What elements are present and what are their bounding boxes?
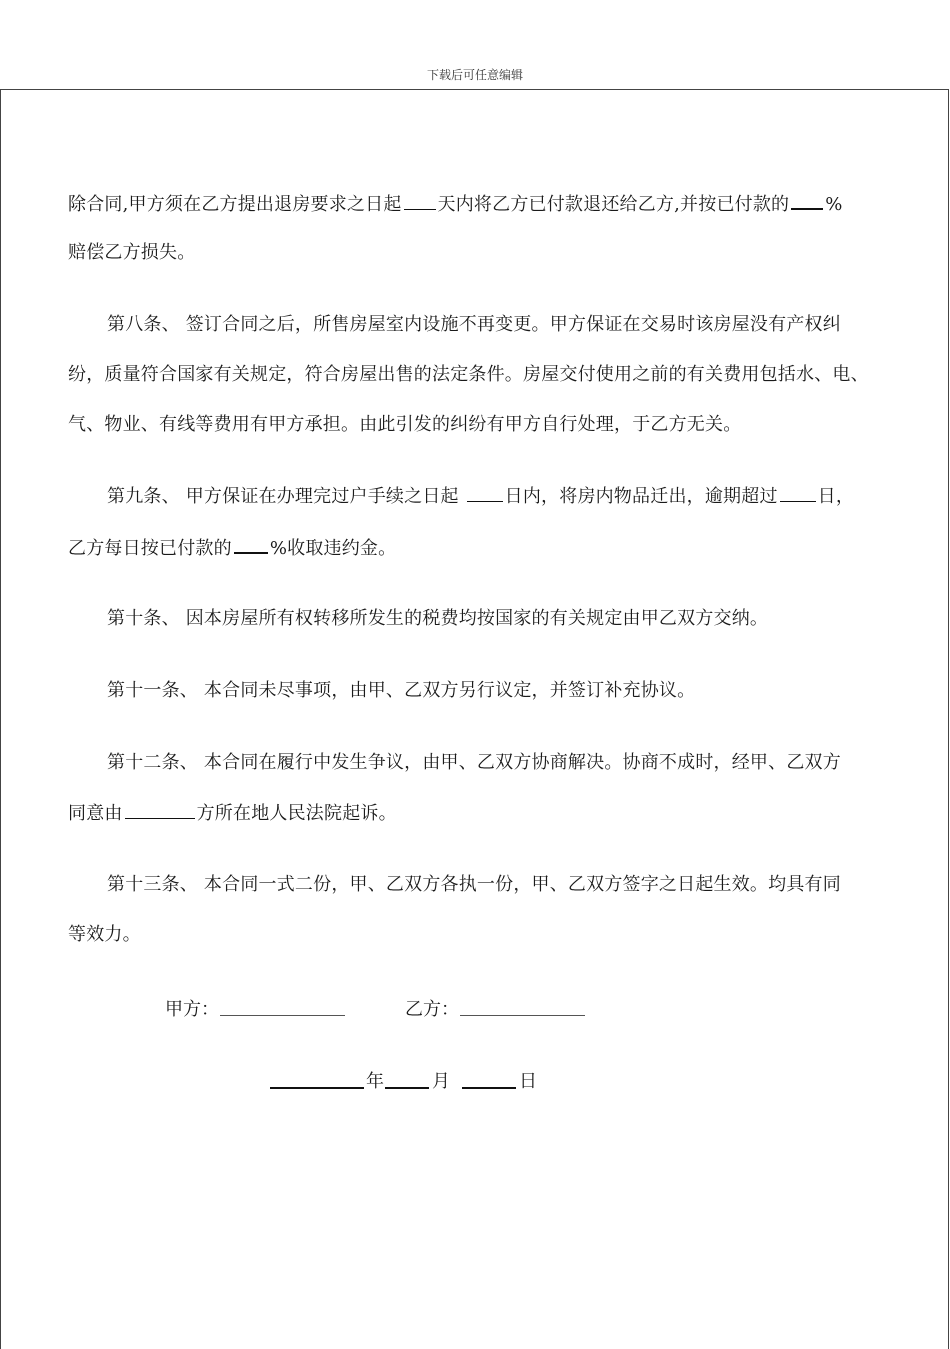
text: 方所在地人民法院起诉。 xyxy=(196,803,397,824)
text: 乙方每日按已付款的 xyxy=(68,538,232,559)
clause-8-line-3: 气、物业、有线等费用有甲方承担。由此引发的纠纷有甲方自行处理，于乙方无关。 xyxy=(68,414,742,435)
page-frame xyxy=(0,89,949,1349)
text: 日， xyxy=(817,486,855,507)
day-label: 日 xyxy=(519,1071,537,1092)
text: 第九条、 甲方保证在办理完过户手续之日起 xyxy=(107,486,459,507)
clause-7-line-1 xyxy=(68,190,843,218)
clause-7-line-2: 赔偿乙方损失。 xyxy=(68,242,196,263)
clause-13-line-2: 等效力。 xyxy=(68,924,141,945)
party-a-label: 甲方： xyxy=(165,999,219,1020)
day-blank xyxy=(462,1086,516,1089)
overdue-days-blank xyxy=(780,483,816,502)
party-a-signature-line xyxy=(220,1014,345,1016)
year-label: 年 xyxy=(366,1071,384,1092)
text: 同意由 xyxy=(68,803,123,824)
party-b-label: 乙方： xyxy=(405,999,459,1020)
clause-10: 第十条、 因本房屋所有权转移所发生的税费均按国家的有关规定由甲乙双方交纳。 xyxy=(107,608,769,629)
compensation-percent-blank xyxy=(791,190,823,210)
clause-11: 第十一条、 本合同未尽事项，由甲、乙双方另行议定，并签订补充协议。 xyxy=(107,680,696,701)
refund-days-blank xyxy=(404,191,436,210)
month-blank xyxy=(385,1086,429,1089)
text: %收取违约金。 xyxy=(269,538,397,559)
court-party-blank xyxy=(125,800,195,819)
moveout-days-blank xyxy=(467,483,503,502)
clause-8-line-2: 纷，质量符合国家有关规定，符合房屋出售的法定条件。房屋交付使用之前的有关费用包括水、电、 xyxy=(68,364,869,385)
text: 日内，将房内物品迁出，逾期超过 xyxy=(504,486,778,507)
clause-8-line-1: 第八条、 签订合同之后，所售房屋室内设施不再变更。甲方保证在交易时该房屋没有产权纠 xyxy=(107,314,841,335)
text: 除合同,甲方须在乙方提出退房要求之日起 xyxy=(68,194,402,215)
year-blank xyxy=(270,1086,364,1089)
text: % xyxy=(825,194,843,215)
clause-9-line-2 xyxy=(68,534,396,562)
text: 天内将乙方已付款退还给乙方,并按已付款的 xyxy=(437,194,790,215)
party-b-signature-line xyxy=(460,1014,585,1016)
clause-13-line-1: 第十三条、 本合同一式二份，甲、乙双方各执一份，甲、乙双方签字之日起生效。均具有同 xyxy=(107,874,841,895)
clause-12-line-1: 第十二条、 本合同在履行中发生争议，由甲、乙双方协商解决。协商不成时，经甲、乙双方 xyxy=(107,752,841,773)
penalty-percent-blank xyxy=(234,534,268,554)
month-label: 月 xyxy=(432,1071,450,1092)
clause-12-line-2 xyxy=(68,800,397,827)
clause-9-line-1 xyxy=(107,483,854,510)
page-header: 下载后可任意编辑 xyxy=(426,68,523,82)
